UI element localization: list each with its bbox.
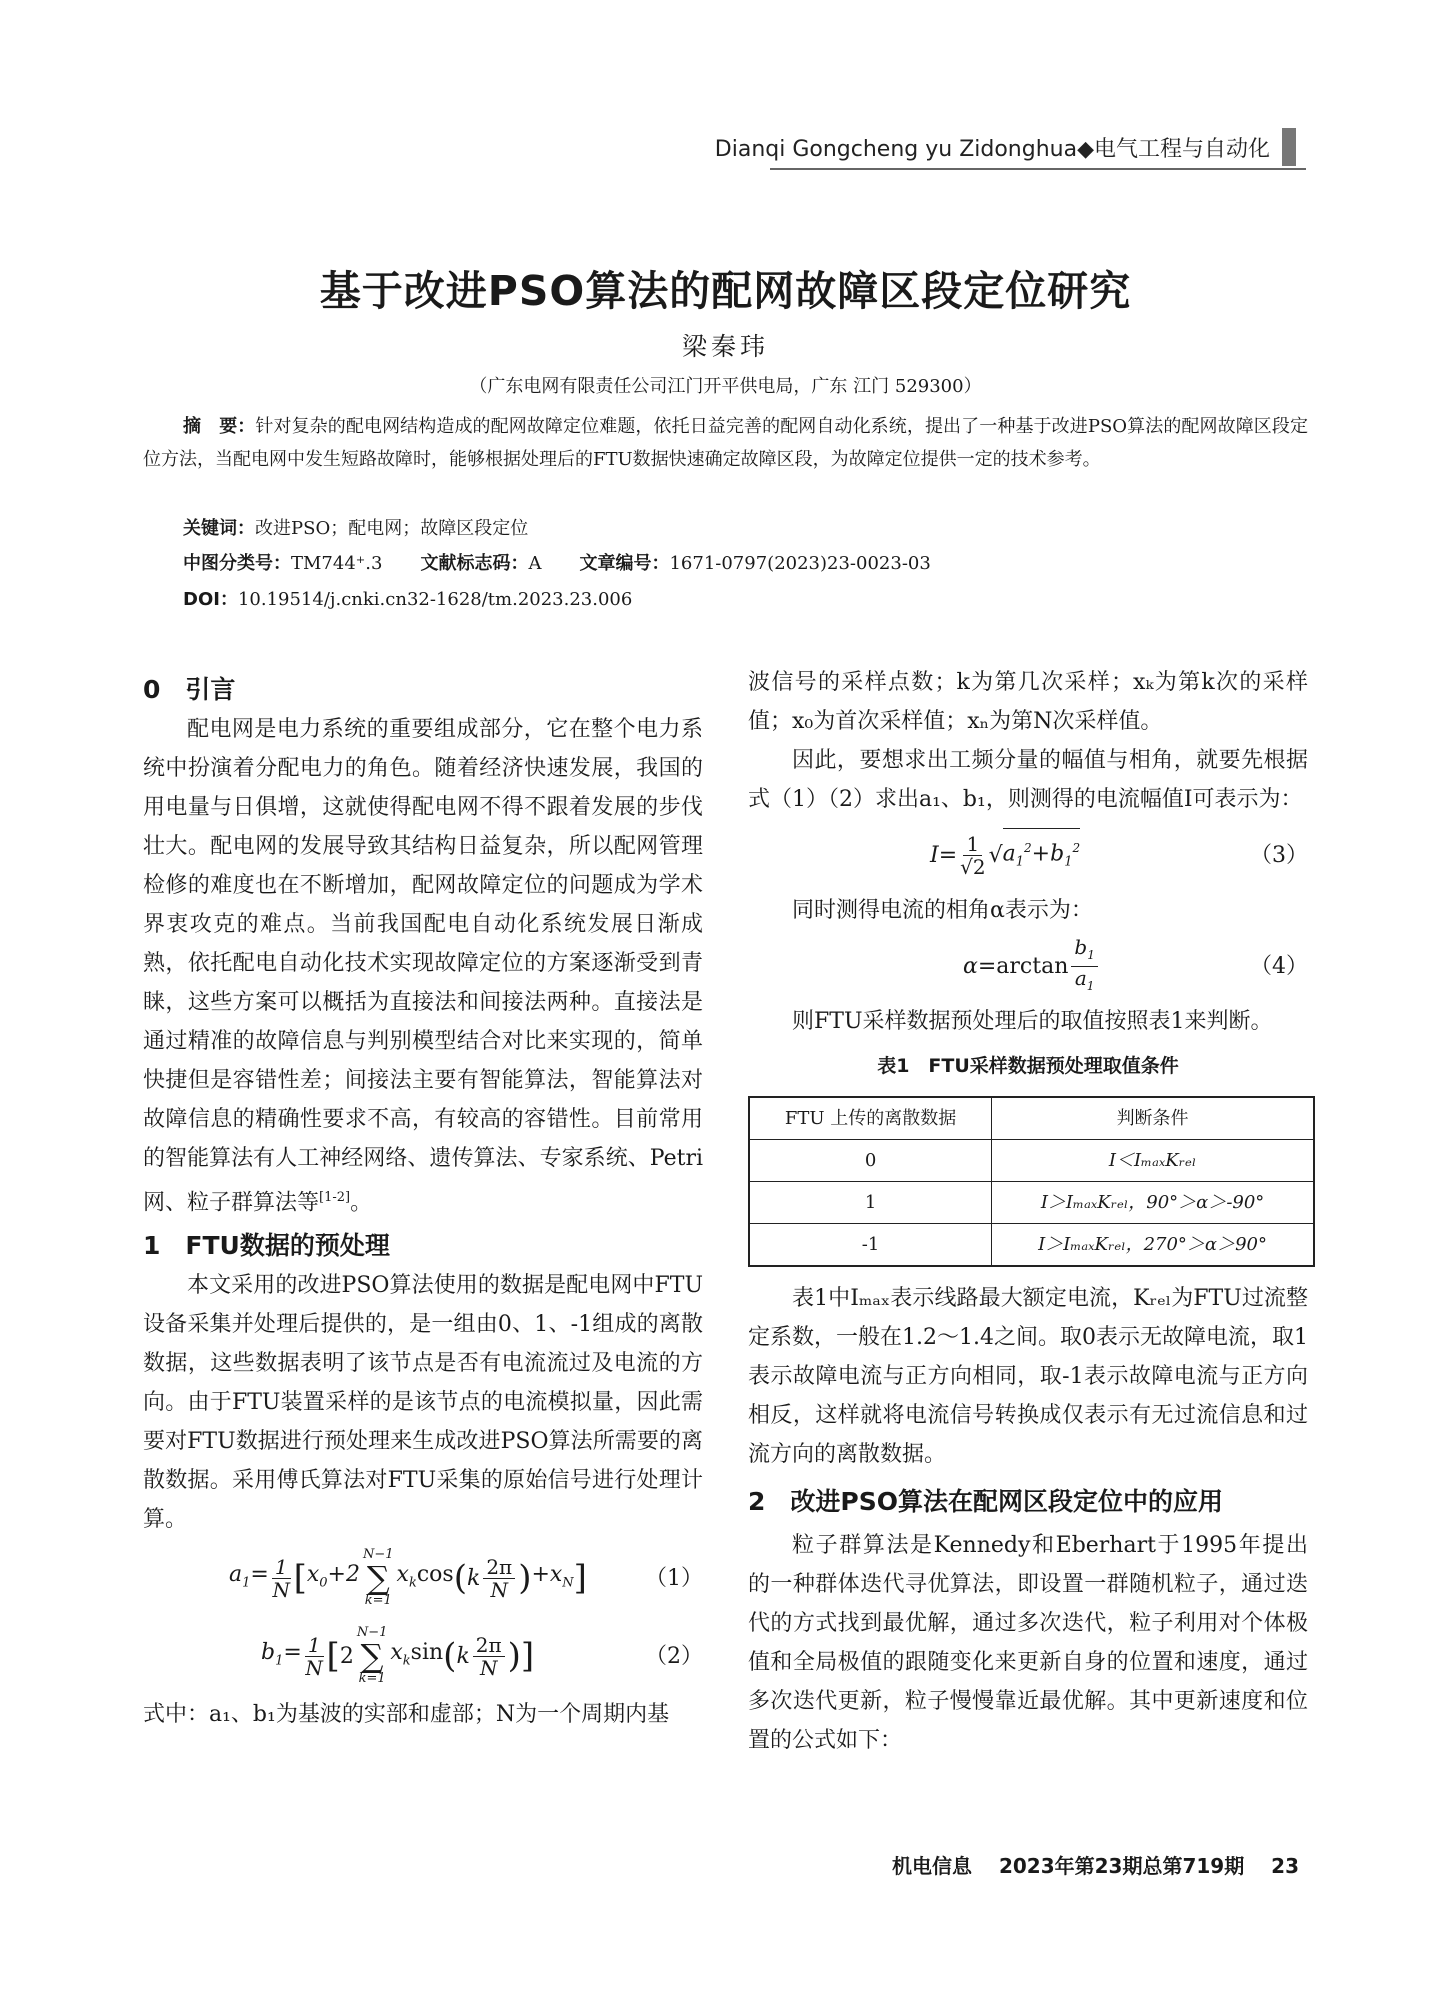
table-cell: I＜IₘₐₓKᵣₑₗ (992, 1140, 1314, 1182)
intro-paragraph: 配电网是电力系统的重要组成部分，它在整个电力系统中扮演着分配电力的角色。随着经济快速发展，我国的用电量与日俱增，这就使得配电网不得不跟着发展的步伐壮大。配电网的发展导致其结构日益复杂，所以配网管理检修的难度也在不断增加，配网故障定位的问题成为学术界衷攻克的难点。当前我国配电自动化系统发展日渐成熟，依托配电自动化技术实现故障定位的方案逐渐受到青睐，这些方案可以概括为直接法和间接法两种。直接法是通过精准的故障信息与判别模型结合对比来实现的，简单快捷但是容错性差；间接法主要有智能算法，智能算法对故障信息的精确性要求不高，有较高的容错性。目前常用的智能算法有人工神经网络、遗传算法、专家系统、Petri网、粒子群算法等[1-2]。 (143, 717, 703, 1216)
author: 梁秦玮 (681, 332, 769, 361)
table-1-title: 表1 FTU采样数据预处理取值条件 (877, 1055, 1179, 1077)
amplitude-paragraph: 因此，要想求出工频分量的幅值与相角，就要先根据式（1）（2）求出a₁、b₁，则测得的电流幅值I可表示为： (748, 748, 1308, 812)
equation-1: $a_1=$ $\frac{1}{N}$ [ $x_0+2$ N−1 ∑ k=1 $x_k\cos$ ( k $\frac{2\pi}{N}$ ) $+x_N$ ] （1） (229, 1547, 703, 1609)
table-header-cell: 判断条件 (992, 1097, 1314, 1140)
left-column (143, 670, 703, 1734)
journal-header (715, 128, 1296, 166)
doi-label: DOI： (183, 589, 238, 610)
header-bar-decoration (1282, 128, 1296, 166)
doi-value: 10.19514/j.cnki.cn32-1628/tm.2023.23.006 (237, 589, 633, 610)
pso-paragraph: 粒子群算法是Kennedy和Eberhart于1995年提出的一种群体迭代寻优算法，即设置一群随机粒子，通过迭代的方式找到最优解，通过多次迭代，粒子利用对个体极值和全局极值的跟随变化来更新自身的位置和速度，通过多次迭代更新，粒子慢慢靠近最优解。其中更新速度和位置的公式如下： (748, 1533, 1308, 1753)
affiliation: （广东电网有限责任公司江门开平供电局，广东 江门 529300） (469, 376, 982, 397)
intro-text: 配电网是电力系统的重要组成部分，它在整个电力系统中扮演着分配电力的角色。随着经济快速发展，我国的用电量与日俱增，这就使得配电网不得不跟着发展的步伐壮大。配电网的发展导致其结构日益复杂，所以配网管理检修的难度也在不断增加，配网故障定位的问题成为学术界衷攻克的难点。当前我国配电自动化系统发展日渐成熟，依托配电自动化技术实现故障定位的方案逐渐受到青睐，这些方案可以概括为直接法和间接法两种。直接法是通过精准的故障信息与判别模型结合对比来实现的，简单快捷但是容错性差；间接法主要有智能算法，智能算法对故障信息的精确性要求不高，有较高的容错性。目前常用的智能算法有人工神经网络、遗传算法、专家系统、Petri网、粒子群算法等 (143, 717, 703, 1216)
abstract (143, 410, 1308, 476)
table-cell: I＞IₘₐₓKᵣₑₗ，90°＞α＞-90° (992, 1182, 1314, 1224)
table-cell: 0 (749, 1140, 992, 1182)
section-heading-ftu: 1 FTU数据的预处理 (143, 1231, 390, 1261)
section-heading-intro: 0 引言 (143, 675, 236, 704)
keywords-text: 改进PSO；配电网；故障区段定位 (255, 518, 529, 539)
doc-code-value: A (528, 553, 542, 574)
table-row (749, 1224, 1314, 1267)
keywords-label: 关键词： (183, 518, 255, 539)
table-row (749, 1140, 1314, 1182)
doi (183, 583, 632, 616)
right-column (748, 663, 1308, 1760)
clc-label: 中图分类号： (183, 553, 291, 574)
equation-3-number: （3） (1250, 842, 1308, 868)
equation-2-number: （2） (645, 1643, 703, 1669)
abstract-label: 摘 要： (183, 416, 256, 437)
journal-name: Dianqi Gongcheng yu Zidonghua◆电气工程与自动化 (714, 136, 1270, 162)
table-cell: -1 (749, 1224, 992, 1267)
table-ref-paragraph: 则FTU采样数据预处理后的取值按照表1来判断。 (792, 1009, 1273, 1034)
equation-3: I= $\frac{1}{√2}$ √ $a_1^2+b_1^2$ （3） (748, 819, 1308, 891)
symbol-explanation-cont: 波信号的采样点数；k为第几次采样；xₖ为第k次的采样值；x₀为首次采样值；xₙ为第N次采样值。 (748, 670, 1308, 734)
table-cell: I＞IₘₐₓKᵣₑₗ，270°＞α＞90° (992, 1224, 1314, 1267)
equation-4: α=arctan $\frac{b_1}{a_1}$ （4） (963, 934, 1308, 993)
doc-code-label: 文献标志码： (420, 553, 529, 574)
symbol-explanation: 式中：a₁、b₁为基波的实部和虚部；N为一个周期内基 (143, 1702, 670, 1728)
article-id-label: 文章编号： (579, 553, 670, 574)
phase-paragraph: 同时测得电流的相角α表示为： (792, 898, 1093, 923)
classification-info (183, 547, 931, 580)
page-footer: 机电信息 2023年第23期总第719期 23 (891, 1854, 1299, 1878)
keywords (183, 512, 528, 545)
article-id-value: 1671-0797(2023)23-0023-03 (669, 553, 931, 574)
abstract-text: 针对复杂的配电网结构造成的配网故障定位难题，依托日益完善的配网自动化系统，提出了一种基于改进PSO算法的配网故障区段定位方法，当配电网中发生短路故障时，能够根据处理后的FTU数据快速确定故障区段，为故障定位提供一定的技术参考。 (143, 416, 1308, 470)
table-header-cell: FTU 上传的离散数据 (749, 1097, 992, 1140)
table-cell: 1 (749, 1182, 992, 1224)
equation-1-number: （1） (645, 1565, 703, 1591)
table-explanation: 表1中Iₘₐₓ表示线路最大额定电流，Kᵣₑₗ为FTU过流整定系数，一般在1.2～1.4之间。取0表示无故障电流，取1表示故障电流与正方向相同，取-1表示故障电流与正方向相反，这样就将电流信号转换成仅表示有无过流信息和过流方向的离散数据。 (748, 1286, 1308, 1467)
equation-4-number: （4） (1250, 953, 1308, 979)
equation-2: $b_1=$ $\frac{1}{N}$ [ 2 N−1 ∑ k=1 $x_k\sin$ ( k $\frac{2\pi}{N}$ ) ] （2） (261, 1625, 703, 1687)
clc-value: TM744⁺.3 (291, 553, 383, 574)
table-header-row (749, 1097, 1314, 1140)
ftu-paragraph: 本文采用的改进PSO算法使用的数据是配电网中FTU设备采集并处理后提供的，是一组由0、1、-1组成的离散数据，这些数据表明了该节点是否有电流流过及电流的方向。由于FTU装置采样的是该节点的电流模拟量，因此需要对FTU数据进行预处理来生成改进PSO算法所需要的离散数据。采用傅氏算法对FTU采集的原始信号进行处理计算。 (143, 1273, 703, 1533)
header-rule (770, 168, 1306, 170)
section-heading-pso: 2 改进PSO算法在配网区段定位中的应用 (748, 1487, 1223, 1516)
paper-title: 基于改进PSO算法的配网故障区段定位研究 (319, 267, 1132, 315)
table-row (749, 1182, 1314, 1224)
citation: [1-2] (319, 1190, 351, 1205)
table-1 (748, 1096, 1315, 1267)
